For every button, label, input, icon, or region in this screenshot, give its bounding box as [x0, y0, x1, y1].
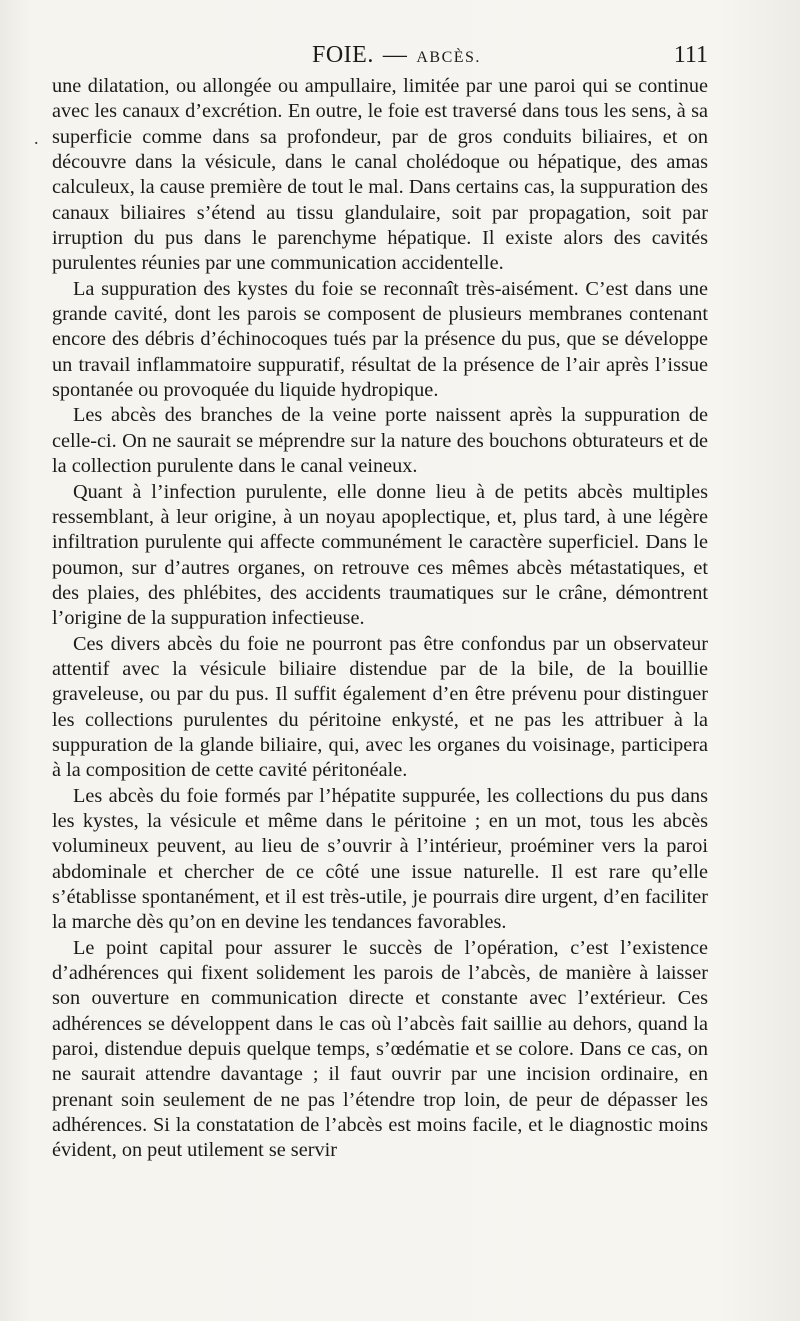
title-dash: — [382, 42, 408, 68]
page-number: 111 [673, 42, 708, 68]
page-header [0, 40, 800, 74]
paragraph-5: Ces divers abcès du foie ne pourront pas être confondus par un observateur attentif avec la vésicule biliaire distendue par de la bile, de la bouillie graveleuse, ou par du pus. Il suffit également d’en être prévenu pour distinguer les collections purulentes du péritoine enkysté, et ne pas les attribuer à la suppuration de la glande biliaire, qui, avec les organes du voisinage, participera à la composition de cette cavité péritonéale. [52, 632, 708, 782]
section-title: ABCÈS. [416, 49, 481, 66]
running-title [312, 42, 481, 69]
paragraph-3: Les abcès des branches de la veine porte naissent après la suppuration de celle-ci. On ne saurait se méprendre sur la nature des bouchons obturateurs et de la collection purulente dans le canal veineux. [52, 404, 708, 478]
paragraph-2: La suppuration des kystes du foie se reconnaît très-aisément. C’est dans une grande cavité, dont les parois se composent de plusieurs membranes contenant encore des débris d’échinocoques tués par la présence du pus, que se développe un travail inflammatoire suppuratif, résultat de la présence de l’air après l’issue spontanée ou provoquée du liquide hydropique. [52, 277, 708, 402]
paragraph-7: Le point capital pour assurer le succès de l’opération, c’est l’existence d’adhérences qui fixent solidement les parois de l’abcès, de manière à laisser son ouverture en communication directe et constante avec l’extérieur. Ces adhérences se développent dans le cas où l’abcès fait saillie au dehors, quand la paroi, distendue depuis quelque temps, s’œdématie et se colore. Dans ce cas, on ne saurait attendre davantage ; il faut ouvrir par une incision ordinaire, en prenant soin seulement de ne pas l’étendre trop loin, de peur de dépasser les adhérences. Si la constatation de l’abcès est moins facile, et le diagnostic moins évident, on peut utilement se servir [52, 936, 708, 1162]
margin-dot-mark: . [34, 128, 39, 148]
paragraph-4: Quant à l’infection purulente, elle donne lieu à de petits abcès multiples ressemblant, à leur origine, à un noyau apoplectique, et, plus tard, à une légère infiltration purulente qui affecte communément le caractère superficiel. Dans le poumon, sur d’autres organes, on retrouve ces mêmes abcès métastatiques, et des plaies, des phlébites, des accidents traumatiques sur le crâne, démontrent l’origine de la suppuration infectieuse. [52, 480, 708, 630]
paragraph-1: une dilatation, ou allongée ou ampullaire, limitée par une paroi qui se continue avec les canaux d’excrétion. En outre, le foie est traversé dans tous les sens, à sa superficie comme dans sa profondeur, par de gros conduits biliaires, et on découvre dans la vésicule, dans le canal cholédoque ou hépatique, des amas calculeux, la cause première de tout le mal. Dans certains cas, la suppuration des canaux biliaires s’étend au tissu glandulaire, soit par propagation, soit par irruption du pus dans le parenchyme hépatique. Il existe alors des cavités purulentes réunies par une communication accidentelle. [52, 75, 708, 275]
chapter-title: FOIE. [312, 42, 374, 68]
body-text [52, 74, 708, 1164]
paragraph-6: Les abcès du foie formés par l’hépatite suppurée, les collections du pus dans les kystes, la vésicule et même dans le péritoine ; en un mot, tous les abcès volumineux peuvent, au lieu de s’ouvrir à l’intérieur, proéminer vers la paroi abdominale et chercher de ce côté une issue naturelle. Il est rare qu’elle s’établisse spontanément, et il est très-utile, je pourrais dire urgent, d’en faciliter la marche dès qu’on en devine les tendances favorables. [52, 784, 708, 934]
